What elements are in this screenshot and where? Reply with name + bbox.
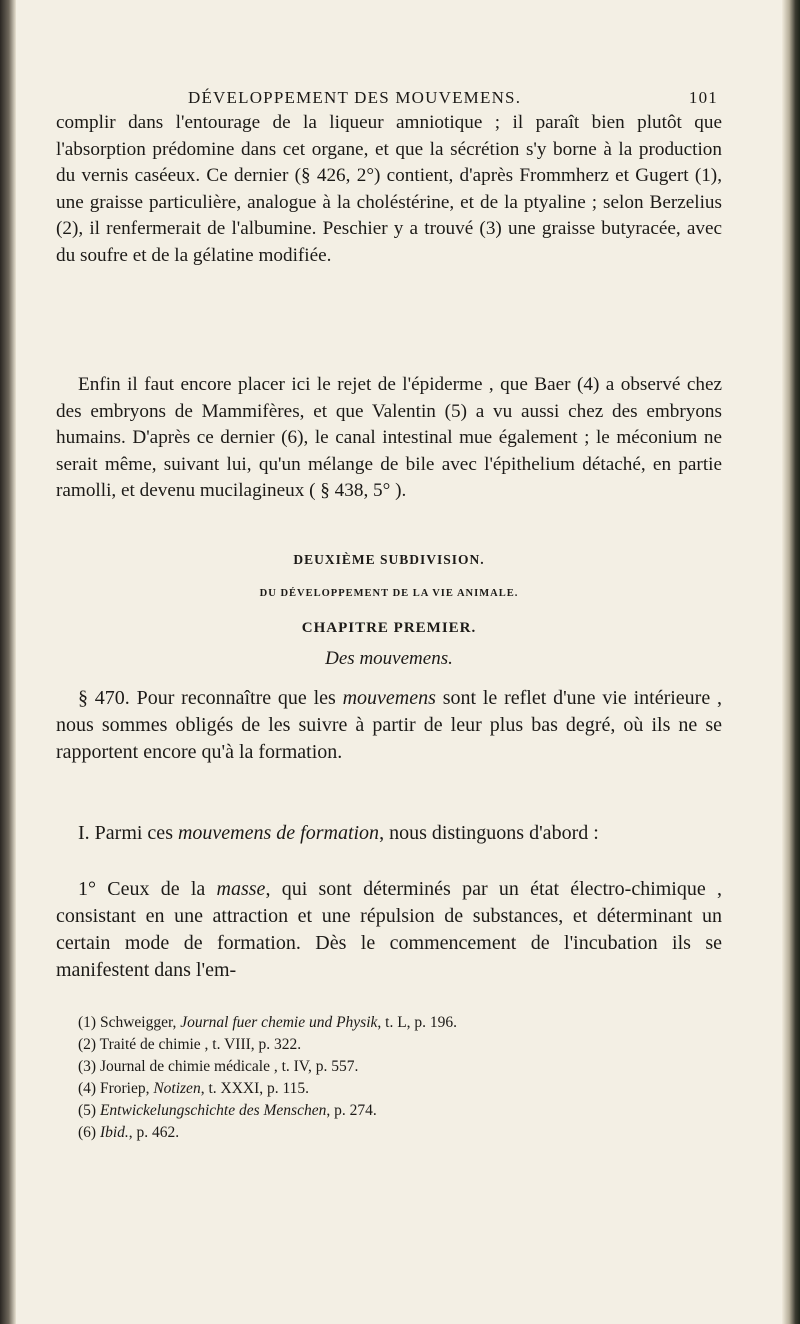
paragraph-470-rest: sont le reflet d'une vie intérieure , nous sommes obligés de les suivre à partir de leur plus bas degré, où ils ne se rapportent encore qu'à la formation. (56, 687, 722, 763)
chapter-title: Des mouvemens. (325, 648, 453, 669)
footnote-text: (4) Froriep, (78, 1080, 154, 1097)
footnote-rest: , p. 462. (128, 1124, 180, 1141)
paragraph-470 (56, 685, 722, 766)
paragraph-1: complir dans l'entourage de la liqueur amniotique ; il paraît bien plutôt que l'absorption prédomine dans cet organe, et que la sécrétion s'y borne à la production du vernis caséeux. Ce dernier (§ 426, 2°) contient, d'après Frommherz et Gugert (1), une graisse particulière, analogue à la choléstérine, et de la ptyaline ; selon Berzelius (2), il renfermerait de l'albumine. Peschier y a trouvé (3) une graisse butyracée, avec du soufre et de la gélatine modifiée. (56, 112, 722, 266)
paragraph-470-italic: mouvemens (342, 687, 436, 709)
footnote-rest: , p. 274. (326, 1102, 377, 1119)
paragraph-470-lead: § 470. Pour reconnaître que les (78, 687, 343, 709)
footnote-text: (6) (78, 1124, 100, 1141)
subdivision-heading: DEUXIÈME SUBDIVISION. (293, 552, 485, 567)
paragraph-formation-italic: mouvemens de formation (177, 822, 380, 844)
footnote-text: (5) (78, 1102, 100, 1119)
footnote-rest: , t. L, p. 196. (377, 1014, 458, 1031)
footnote-italic: Notizen (153, 1080, 201, 1097)
running-title: DÉVELOPPEMENT DES MOUVEMENS. (188, 88, 522, 107)
footnote (78, 1034, 718, 1056)
page-number: 101 (688, 88, 718, 107)
chapter-heading: CHAPITRE PREMIER. (301, 620, 477, 636)
paragraph-formation-rest: , nous distinguons d'abord : (379, 822, 599, 844)
footnote-italic: Ibid. (99, 1124, 129, 1141)
footnote-text: (2) Traité de chimie , t. VIII, p. 322. (78, 1036, 302, 1053)
page-edge-left (0, 0, 16, 1324)
footnote-italic: Journal fuer chemie und Physik (180, 1014, 378, 1031)
paragraph-masse (56, 876, 722, 984)
footnote-rest: , t. XXXI, p. 115. (200, 1080, 310, 1097)
footnote (78, 1122, 718, 1144)
footnote (78, 1078, 718, 1100)
paragraph-formation-lead: I. Parmi ces (78, 822, 178, 844)
paragraph-masse-italic: masse (216, 878, 266, 900)
paragraph-2: Enfin il faut encore placer ici le rejet de l'épiderme , que Baer (4) a observé chez des embryons de Mammifères, et que Valentin (5) a vu aussi chez des embryons humains. D'après ce dernier (6), le canal intestinal mue également ; le méconium ne serait même, suivant lui, qu'un mélange de bile avec l'épithelium détaché, en partie ramolli, et devenu mucilagineux ( § 438, 5° ). (56, 374, 722, 501)
footnote (78, 1056, 718, 1078)
footnote (78, 1012, 718, 1034)
footnote (78, 1100, 718, 1122)
footnote-text: (1) Schweigger, (78, 1014, 181, 1031)
footnote-text: (3) Journal de chimie médicale , t. IV, p. 557. (78, 1058, 359, 1075)
paragraph-masse-lead: 1° Ceux de la (78, 878, 217, 900)
running-head (188, 88, 718, 108)
footnotes (78, 1012, 718, 1144)
page-edge-right (782, 0, 800, 1324)
subdivision-subheading: DU DÉVELOPPEMENT DE LA VIE ANIMALE. (259, 588, 519, 599)
paragraph-formation (56, 820, 722, 847)
footnote-italic: Entwickelungschichte des Menschen (99, 1102, 327, 1119)
paragraph-masse-rest: , qui sont déterminés par un état électro-chimique , consistant en une attraction et une répulsion de substances, et déterminant un certain mode de formation. Dès le commencement de l'incubation ils se manifestent dans l'em- (56, 878, 722, 981)
